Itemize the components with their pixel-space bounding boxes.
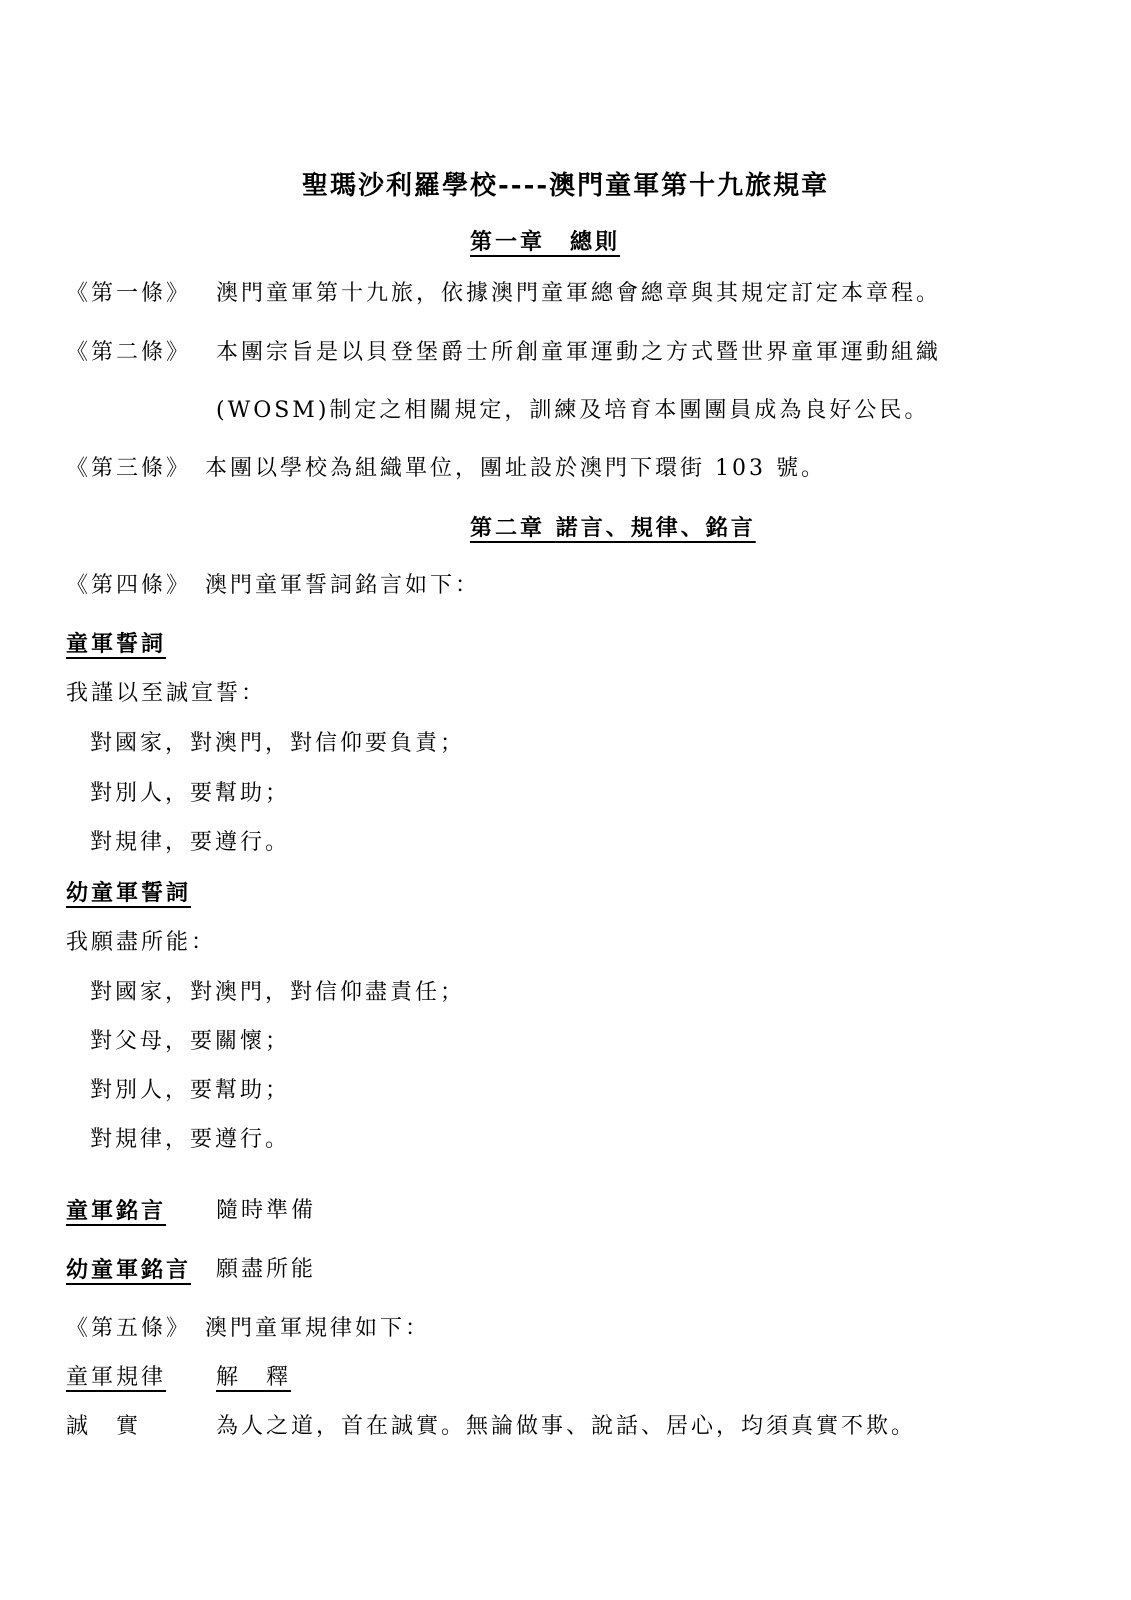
cub-oath-line: 對國家，對澳門，對信仰盡責任； <box>90 980 466 1005</box>
scout-oath-heading: 童軍誓詞 <box>66 631 167 657</box>
scout-motto-heading: 童軍銘言 <box>66 1198 167 1224</box>
article-3-text: 本團以學校為組織單位，團址設於澳門下環街 103 號。 <box>205 456 826 481</box>
scout-oath-line: 對別人，要幫助； <box>90 781 291 806</box>
cub-oath-line: 對規律，要遵行。 <box>90 1127 291 1152</box>
law-table-header-explanation: 解 釋 <box>216 1365 292 1390</box>
chapter-2-name: 諾言、規律、銘言 <box>555 515 756 541</box>
document-title: 聖瑪沙利羅學校----澳門童軍第十九旅規章 <box>302 171 830 201</box>
cub-motto-heading: 幼童軍銘言 <box>66 1257 192 1283</box>
scout-motto-text: 隨時準備 <box>216 1198 317 1223</box>
article-5-text: 澳門童軍規律如下： <box>205 1316 431 1341</box>
article-4-text: 澳門童軍誓詞銘言如下： <box>205 573 481 598</box>
chapter-1-heading <box>470 228 620 256</box>
article-1-label: 《第一條》 <box>66 281 192 306</box>
chapter-2-heading <box>470 514 756 542</box>
article-5-label: 《第五條》 <box>66 1316 192 1341</box>
cub-oath-intro: 我願盡所能： <box>66 930 217 955</box>
law-explanation: 為人之道，首在誠實。無論做事、說話、居心，均須真實不欺。 <box>216 1414 917 1439</box>
article-3-label: 《第三條》 <box>66 456 192 481</box>
article-4-label: 《第四條》 <box>66 573 192 598</box>
law-term: 誠 實 <box>66 1414 142 1439</box>
scout-oath-line: 對規律，要遵行。 <box>90 830 291 855</box>
cub-oath-line: 對父母，要關懷； <box>90 1029 291 1054</box>
chapter-1-label: 第一章 <box>470 229 546 255</box>
cub-oath-line: 對別人，要幫助； <box>90 1078 291 1103</box>
cub-oath-heading: 幼童軍誓詞 <box>66 880 192 906</box>
cub-motto-text: 願盡所能 <box>216 1257 317 1282</box>
article-2-label: 《第二條》 <box>66 340 192 365</box>
article-2-text-line2: (WOSM)制定之相關規定，訓練及培育本團團員成為良好公民。 <box>216 398 930 423</box>
chapter-1-name: 總則 <box>570 229 621 255</box>
chapter-2-label: 第二章 <box>470 515 546 541</box>
scout-oath-line: 對國家，對澳門，對信仰要負責； <box>90 731 466 756</box>
article-2-text-line1: 本團宗旨是以貝登堡爵士所創童軍運動之方式暨世界童軍運動組織 <box>216 340 942 365</box>
scout-oath-intro: 我謹以至誠宣誓： <box>66 681 267 706</box>
law-table-header-law: 童軍規律 <box>66 1365 167 1390</box>
article-1-text: 澳門童軍第十九旅，依據澳門童軍總會總章與其規定訂定本章程。 <box>216 281 942 306</box>
